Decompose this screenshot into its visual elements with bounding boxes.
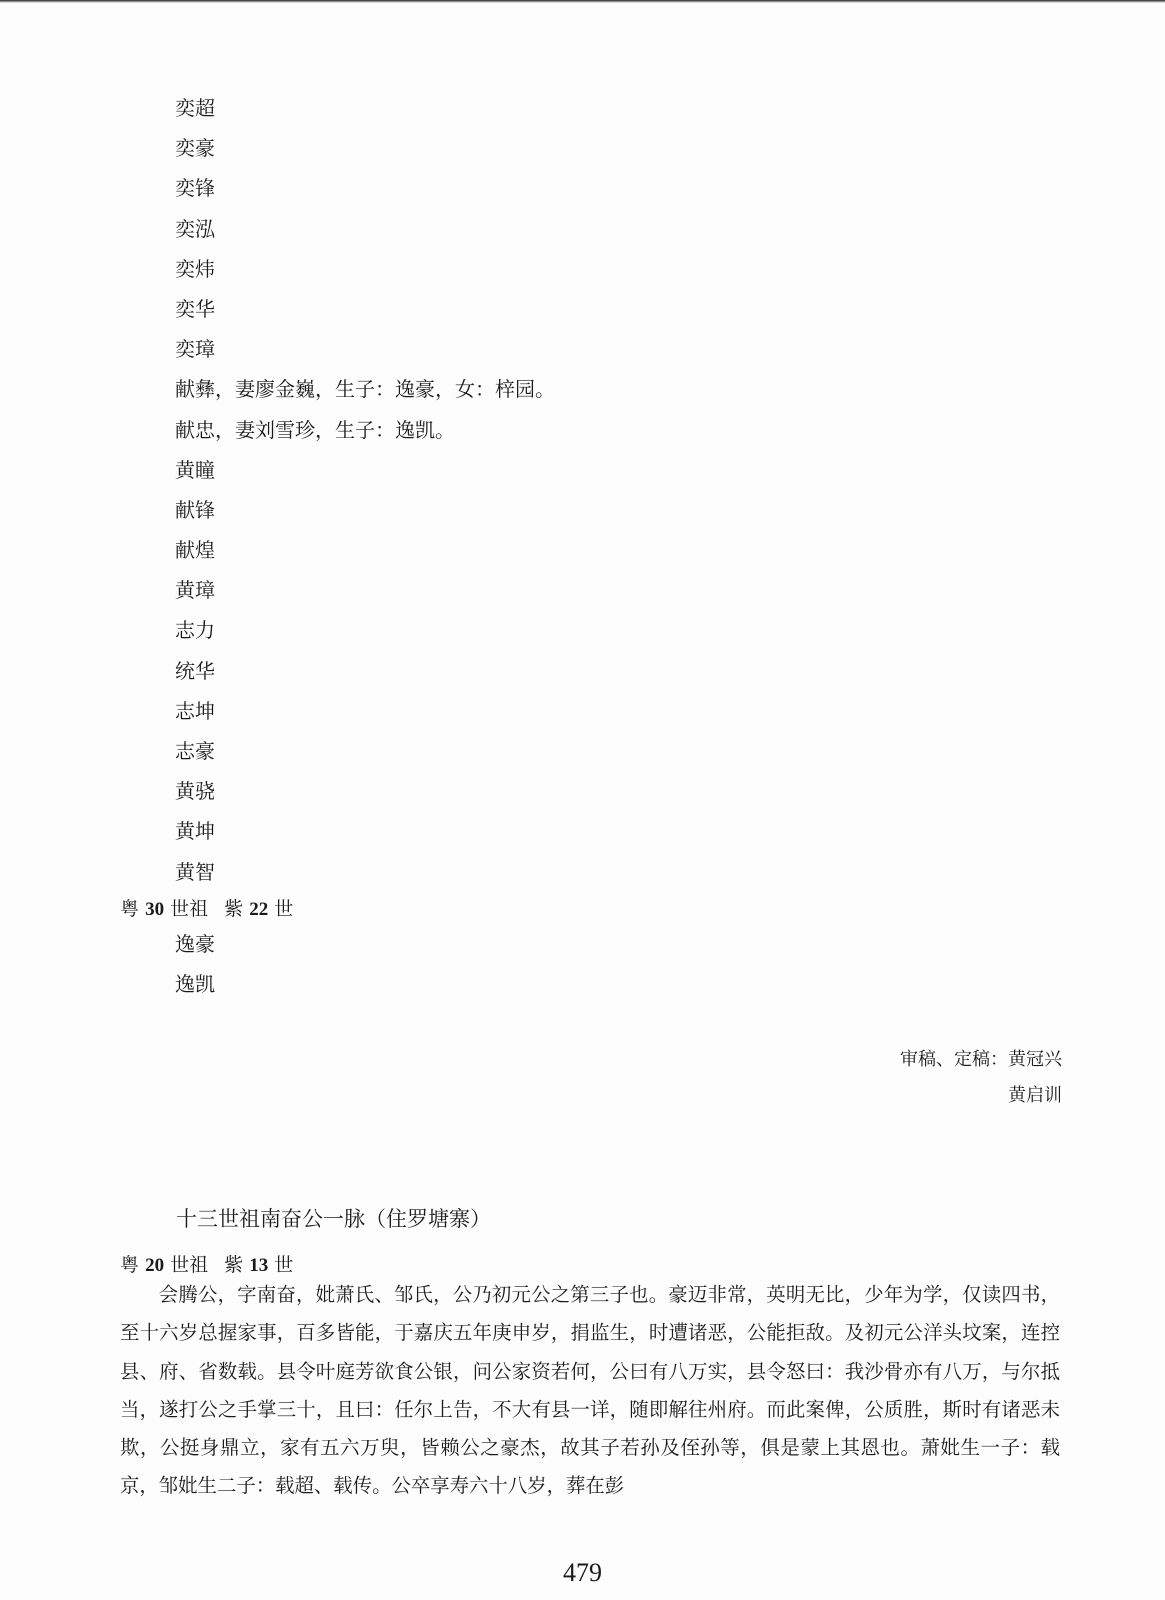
scan-edge bbox=[0, 0, 1165, 3]
list-item: 奕豪 bbox=[175, 136, 215, 161]
list-item: 志力 bbox=[175, 618, 215, 643]
list-item: 黄坤 bbox=[175, 819, 215, 844]
list-item: 奕泓 bbox=[175, 216, 215, 241]
list-item: 黄智 bbox=[175, 859, 215, 884]
list-item: 黄瞳 bbox=[175, 457, 215, 482]
reviewer-line: 审稿、定稿：黄冠兴 bbox=[900, 1049, 1062, 1070]
page-number: 479 bbox=[563, 1558, 602, 1587]
list-item: 奕华 bbox=[175, 296, 215, 321]
section-title: 十三世祖南奋公一脉（住罗塘寨） bbox=[176, 1207, 491, 1231]
list-item: 逸豪 bbox=[175, 932, 215, 956]
list-item: 黄璋 bbox=[175, 578, 215, 603]
list-item: 献锋 bbox=[175, 497, 215, 522]
list-item: 献煌 bbox=[175, 538, 215, 563]
list-item: 奕璋 bbox=[175, 337, 215, 362]
generation-30-heading: 粤 30 世祖 紫 22 世 bbox=[120, 898, 294, 920]
list-item: 黄骁 bbox=[175, 779, 215, 804]
generation-22-names bbox=[175, 88, 555, 892]
list-item: 献彝，妻廖金巍，生子：逸豪，女：梓园。 bbox=[175, 377, 555, 402]
list-item: 志坤 bbox=[175, 698, 215, 723]
list-item: 志豪 bbox=[175, 739, 215, 763]
list-item: 奕锋 bbox=[175, 176, 215, 201]
generation-30-names bbox=[175, 924, 215, 1004]
list-item: 逸凯 bbox=[175, 972, 215, 996]
generation-20-heading: 粤 20 世祖 紫 13 世 bbox=[120, 1254, 294, 1276]
list-item: 奕超 bbox=[175, 96, 215, 120]
credits-block bbox=[900, 1042, 1062, 1114]
biography-paragraph: 会腾公，字南奋，妣萧氏、邹氏，公乃初元公之第三子也。豪迈非常，英明无比，少年为学，仅读四书，至十六岁总握家事，百多皆能，于嘉庆五年庚申岁，捐监生，时遭诸恶，公能拒敌。及初元公洋头坟案，连控县、府、省数载。县令叶庭芳欲食公银，问公家资若何，公曰有八万实，县令怒曰：我沙骨亦有八万，与尔抵当，遂打公之手掌三十，且曰：任尔上告，不大有县一详，随即解往州府。而此案俾，公质胜，斯时有诸恶未欺，公挺身鼎立，家有五六万臾，皆赖公之豪杰，故其子若孙及侄孙等，俱是蒙上其恩也。萧妣生一子：载京，邹妣生二子：载超、载传。公卒享寿六十八岁，葬在彭 bbox=[120, 1283, 1060, 1498]
list-item: 统华 bbox=[175, 658, 215, 683]
list-item: 奕炜 bbox=[175, 256, 215, 281]
reviewer-line-2: 黄启训 bbox=[1008, 1085, 1062, 1106]
list-item: 献忠，妻刘雪珍，生子：逸凯。 bbox=[175, 417, 455, 442]
